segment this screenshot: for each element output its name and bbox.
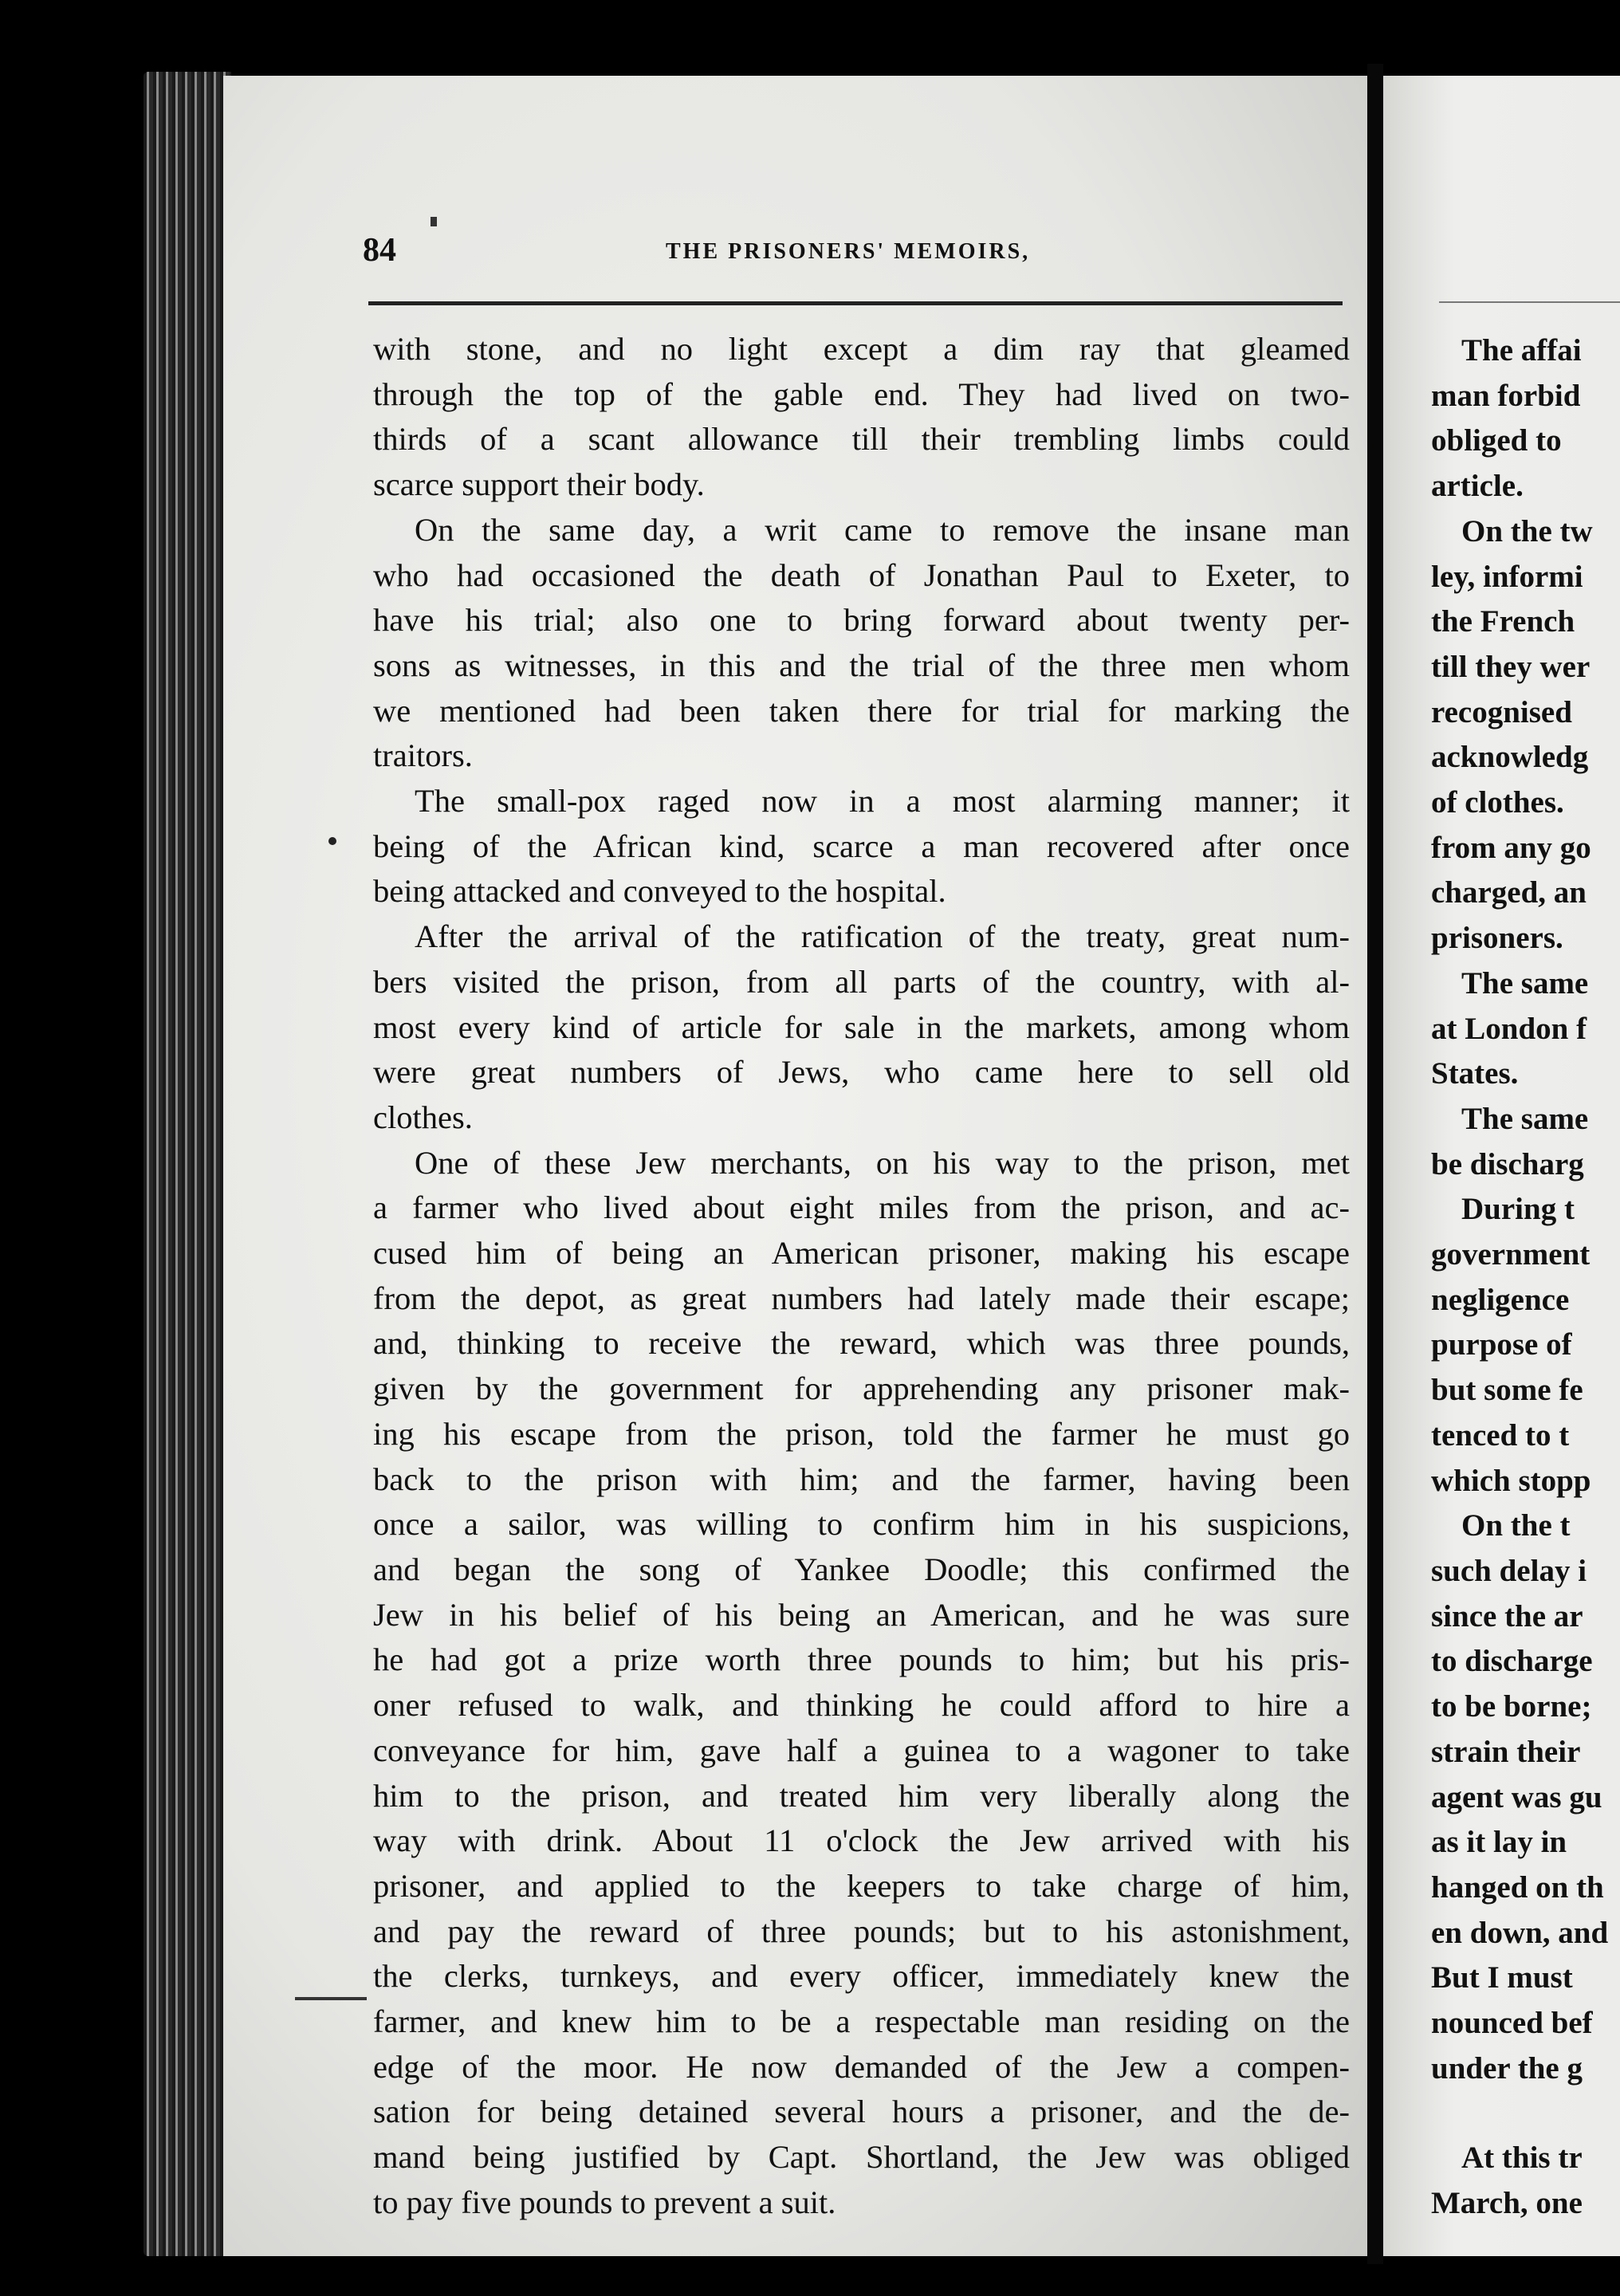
right-text-line: On the tw <box>1461 513 1593 548</box>
right-text-line: under the g <box>1431 2050 1583 2086</box>
text-line: to pay five pounds to prevent a suit. <box>373 2184 836 2220</box>
ink-smudge <box>295 1997 367 2000</box>
text-line: prisoner, and applied to the keepers to take charge of him, <box>373 1867 1350 1904</box>
text-line: oner refused to walk, and thinking he could afford to hire a <box>373 1687 1350 1724</box>
text-line: who had occasioned the death of Jonathan Paul to Exeter, to <box>373 556 1350 593</box>
right-page <box>1383 76 1620 2256</box>
text-line: thirds of a scant allowance till their trembling limbs could <box>373 421 1350 458</box>
right-text-line: government <box>1431 1237 1591 1272</box>
right-text-line: such delay i <box>1431 1553 1587 1588</box>
right-text-line: The affai <box>1461 333 1582 368</box>
text-line: bers visited the prison, from all parts of the country, with al- <box>373 963 1350 1000</box>
page-header <box>363 231 1343 279</box>
ink-speck <box>431 217 437 226</box>
right-text-line: negligence <box>1431 1282 1570 1317</box>
text-line: ing his escape from the prison, told the farmer he must go <box>373 1415 1350 1452</box>
text-line: and, thinking to receive the reward, which was three pounds, <box>373 1325 1350 1362</box>
right-header-rule <box>1439 301 1620 303</box>
right-text-line: hanged on th <box>1431 1869 1604 1905</box>
right-text-line: On the t <box>1461 1508 1571 1543</box>
running-head: THE PRISONERS' MEMOIRS, <box>666 239 1031 264</box>
text-line: a farmer who lived about eight miles from the prison, and ac- <box>373 1189 1350 1226</box>
text-line: with stone, and no light except a dim ray that gleamed <box>373 331 1350 367</box>
text-line: mand being justified by Capt. Shortland, the Jew was obliged <box>373 2139 1350 2176</box>
right-text-line: to be borne; <box>1431 1689 1592 1724</box>
right-text-line: of clothes. <box>1431 785 1564 820</box>
text-line: were great numbers of Jews, who came here to sell old <box>373 1054 1350 1091</box>
body-text <box>373 327 1350 2226</box>
text-line: On the same day, a writ came to remove the insane man <box>415 511 1350 548</box>
page-number: 84 <box>363 232 396 269</box>
right-text-line: But I must <box>1431 1960 1573 1995</box>
text-line: most every kind of article for sale in the markets, among whom <box>373 1008 1350 1045</box>
right-text-line: prisoners. <box>1431 921 1563 956</box>
text-line: sation for being detained several hours a prisoner, and the de- <box>373 2094 1350 2130</box>
right-text-line: obliged to <box>1431 423 1562 458</box>
text-line: clothes. <box>373 1099 473 1135</box>
right-text-line: The same <box>1461 965 1589 1001</box>
right-text-line: till they wer <box>1431 649 1591 684</box>
text-line: being of the African kind, scarce a man recovered after once <box>373 828 1350 864</box>
right-text-line: nounced bef <box>1431 2006 1593 2041</box>
right-text-line: purpose of <box>1431 1327 1572 1362</box>
right-text-line: The same <box>1461 1101 1589 1136</box>
right-text-line: acknowledg <box>1431 740 1589 775</box>
text-line: traitors. <box>373 737 473 774</box>
text-line: conveyance for him, gave half a guinea to a wagoner to take <box>373 1732 1350 1768</box>
right-text-line: States. <box>1431 1056 1519 1091</box>
right-text-line: agent was gu <box>1431 1779 1602 1814</box>
text-line: One of these Jew merchants, on his way to the prison, met <box>415 1144 1350 1181</box>
text-line: him to the prison, and treated him very liberally along the <box>373 1777 1350 1814</box>
right-text-line: During t <box>1461 1192 1575 1227</box>
text-line: he had got a prize worth three pounds to him; but his pris- <box>373 1641 1350 1678</box>
text-line: given by the government for apprehending any prisoner mak- <box>373 1370 1350 1407</box>
text-line: Jew in his belief of his being an American, and he was sure <box>373 1596 1350 1633</box>
text-line: The small-pox raged now in a most alarming manner; it <box>415 783 1350 820</box>
right-text-line: article. <box>1431 469 1524 504</box>
right-text-line: tenced to t <box>1431 1417 1570 1453</box>
right-text-line: as it lay in <box>1431 1825 1567 1860</box>
text-line: edge of the moor. He now demanded of the Jew a compen- <box>373 2048 1350 2085</box>
text-line: once a sailor, was willing to confirm him in his suspicions, <box>373 1506 1350 1543</box>
right-text-line: at London f <box>1431 1011 1587 1046</box>
text-line: the clerks, turnkeys, and every officer, immediately knew the <box>373 1958 1350 1995</box>
text-line: sons as witnesses, in this and the trial of the three men whom <box>373 647 1350 683</box>
right-text-line: March, one <box>1431 2186 1583 2221</box>
right-text-line: ley, informi <box>1431 559 1583 594</box>
text-line: scarce support their body. <box>373 466 705 503</box>
text-line: and began the song of Yankee Doodle; this confirmed the <box>373 1551 1350 1587</box>
text-line: back to the prison with him; and the farmer, having been <box>373 1461 1350 1497</box>
book-gutter <box>1367 64 1383 2264</box>
text-line: and pay the reward of three pounds; but to his astonishment, <box>373 1913 1350 1949</box>
right-text-line: en down, and <box>1431 1915 1609 1950</box>
right-page-text <box>1431 328 1620 2227</box>
text-line: cused him of being an American prisoner, making his escape <box>373 1235 1350 1272</box>
right-text-line: At this tr <box>1461 2141 1583 2176</box>
right-text-line: man forbid <box>1431 378 1581 413</box>
text-line: from the depot, as great numbers had lately made their escape; <box>373 1280 1350 1316</box>
right-text-line: be discharg <box>1431 1146 1584 1181</box>
right-text-line: which stopp <box>1431 1463 1591 1498</box>
right-text-line: the French <box>1431 604 1575 639</box>
text-line: we mentioned had been taken there for trial for marking the <box>373 692 1350 729</box>
text-line: have his trial; also one to bring forward about twenty per- <box>373 602 1350 639</box>
ink-spot <box>328 837 336 845</box>
right-text-line: from any go <box>1431 830 1591 865</box>
text-line: farmer, and knew him to be a respectable man residing on the <box>373 2003 1350 2040</box>
right-text-line: to discharge <box>1431 1644 1593 1679</box>
right-text-line: since the ar <box>1431 1598 1583 1634</box>
text-line: being attacked and conveyed to the hospital. <box>373 873 946 910</box>
text-line: After the arrival of the ratification of the treaty, great num- <box>415 918 1350 955</box>
right-text-line: charged, an <box>1431 875 1587 910</box>
right-text-line: strain their <box>1431 1734 1581 1769</box>
text-line: way with drink. About 11 o'clock the Jew arrived with his <box>373 1822 1350 1859</box>
text-line: through the top of the gable end. They had lived on two- <box>373 375 1350 412</box>
right-text-line: but some fe <box>1431 1373 1583 1408</box>
right-text-line: recognised <box>1431 694 1572 729</box>
page-block-edge <box>144 72 231 2256</box>
header-rule <box>368 301 1343 305</box>
